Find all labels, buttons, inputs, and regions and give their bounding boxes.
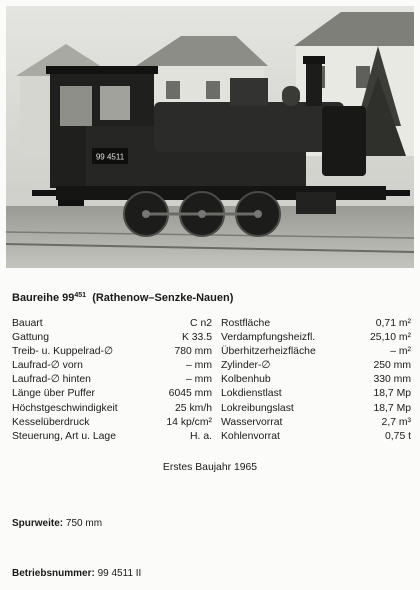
spec-row	[12, 359, 212, 373]
spec-label: Länge über Puffer	[12, 388, 95, 400]
spec-label: Gattung	[12, 332, 49, 344]
spec-value: 18,7 Mp	[373, 388, 411, 400]
spec-label: Bauart	[12, 318, 43, 329]
spec-label: Kolbenhub	[221, 374, 271, 386]
spec-value: – m²	[390, 346, 411, 358]
spec-row	[12, 430, 212, 444]
spec-label: Rostfläche	[221, 318, 271, 329]
engine-number-plate: 99 4511	[95, 152, 125, 162]
spec-label: Zylinder-∅	[221, 360, 271, 372]
spec-value: 2,7 m³	[381, 416, 411, 428]
spec-label: Höchstgeschwindigkeit	[12, 402, 118, 414]
spec-row	[221, 402, 411, 416]
spec-label: Wasservorrat	[221, 416, 283, 428]
spec-label: Überhitzerheizfläche	[221, 346, 316, 358]
spec-row	[221, 345, 411, 359]
spec-value: 14 kp/cm²	[166, 416, 212, 428]
spec-row	[221, 416, 411, 430]
operating-number-line	[12, 568, 141, 579]
spec-row	[12, 416, 212, 430]
spec-value: 6045 mm	[168, 388, 212, 400]
series-label: Baureihe 99	[12, 292, 75, 304]
spec-label: Steuerung, Art u. Lage	[12, 430, 116, 442]
spec-label: Lokdienstlast	[221, 388, 282, 400]
spec-row	[12, 387, 212, 401]
spec-value: 0,71 m²	[375, 318, 411, 329]
spec-label: Kohlenvorrat	[221, 430, 280, 442]
spec-value: H. a.	[190, 430, 212, 442]
spec-value: C n2	[190, 318, 212, 329]
spec-value: 25,10 m²	[369, 332, 411, 344]
spec-label: Verdampfungsheizfl.	[221, 332, 316, 344]
spec-row	[221, 331, 411, 345]
spec-value: 330 mm	[373, 374, 411, 386]
spec-value: 780 mm	[174, 346, 212, 358]
spec-label: Treib- u. Kuppelrad-∅	[12, 346, 114, 358]
spec-row	[12, 402, 212, 416]
spec-row	[12, 373, 212, 387]
spec-label: Laufrad-∅ vorn	[12, 360, 83, 372]
spec-row	[221, 373, 411, 387]
spec-row	[221, 387, 411, 401]
operating-number-value: 99 4511 II	[97, 568, 142, 579]
spec-value: 250 mm	[373, 360, 411, 372]
series-superscript: 451	[74, 292, 87, 299]
spec-value: 0,75 t	[385, 430, 411, 442]
gauge-label: Spurweite:	[12, 518, 64, 529]
spec-value: – mm	[186, 360, 212, 372]
spec-value: 18,7 Mp	[373, 402, 411, 414]
gauge-value: 750 mm	[65, 518, 103, 529]
spec-value: 25 km/h	[175, 402, 212, 414]
first-build-year: Erstes Baujahr 1965	[162, 462, 258, 473]
line-name: (Rathenow–Senzke-Nauen)	[92, 292, 234, 304]
gauge-line	[12, 518, 102, 529]
operating-number-label: Betriebsnummer:	[12, 568, 95, 579]
spec-row	[12, 331, 212, 345]
spec-row	[12, 317, 212, 331]
specs-right-column	[221, 317, 411, 444]
spec-label: Lokreibungslast	[221, 402, 294, 414]
spec-value: K 33.5	[181, 332, 212, 344]
series-title	[12, 292, 233, 304]
specs-left-column	[12, 317, 212, 444]
spec-row	[221, 359, 411, 373]
spec-label: Laufrad-∅ hinten	[12, 374, 91, 386]
spec-row	[12, 345, 212, 359]
locomotive-photo	[6, 6, 414, 268]
spec-value: – mm	[186, 374, 212, 386]
spec-label: Kesselüberdruck	[12, 416, 90, 428]
spec-row	[221, 317, 411, 331]
spec-row	[221, 430, 411, 444]
